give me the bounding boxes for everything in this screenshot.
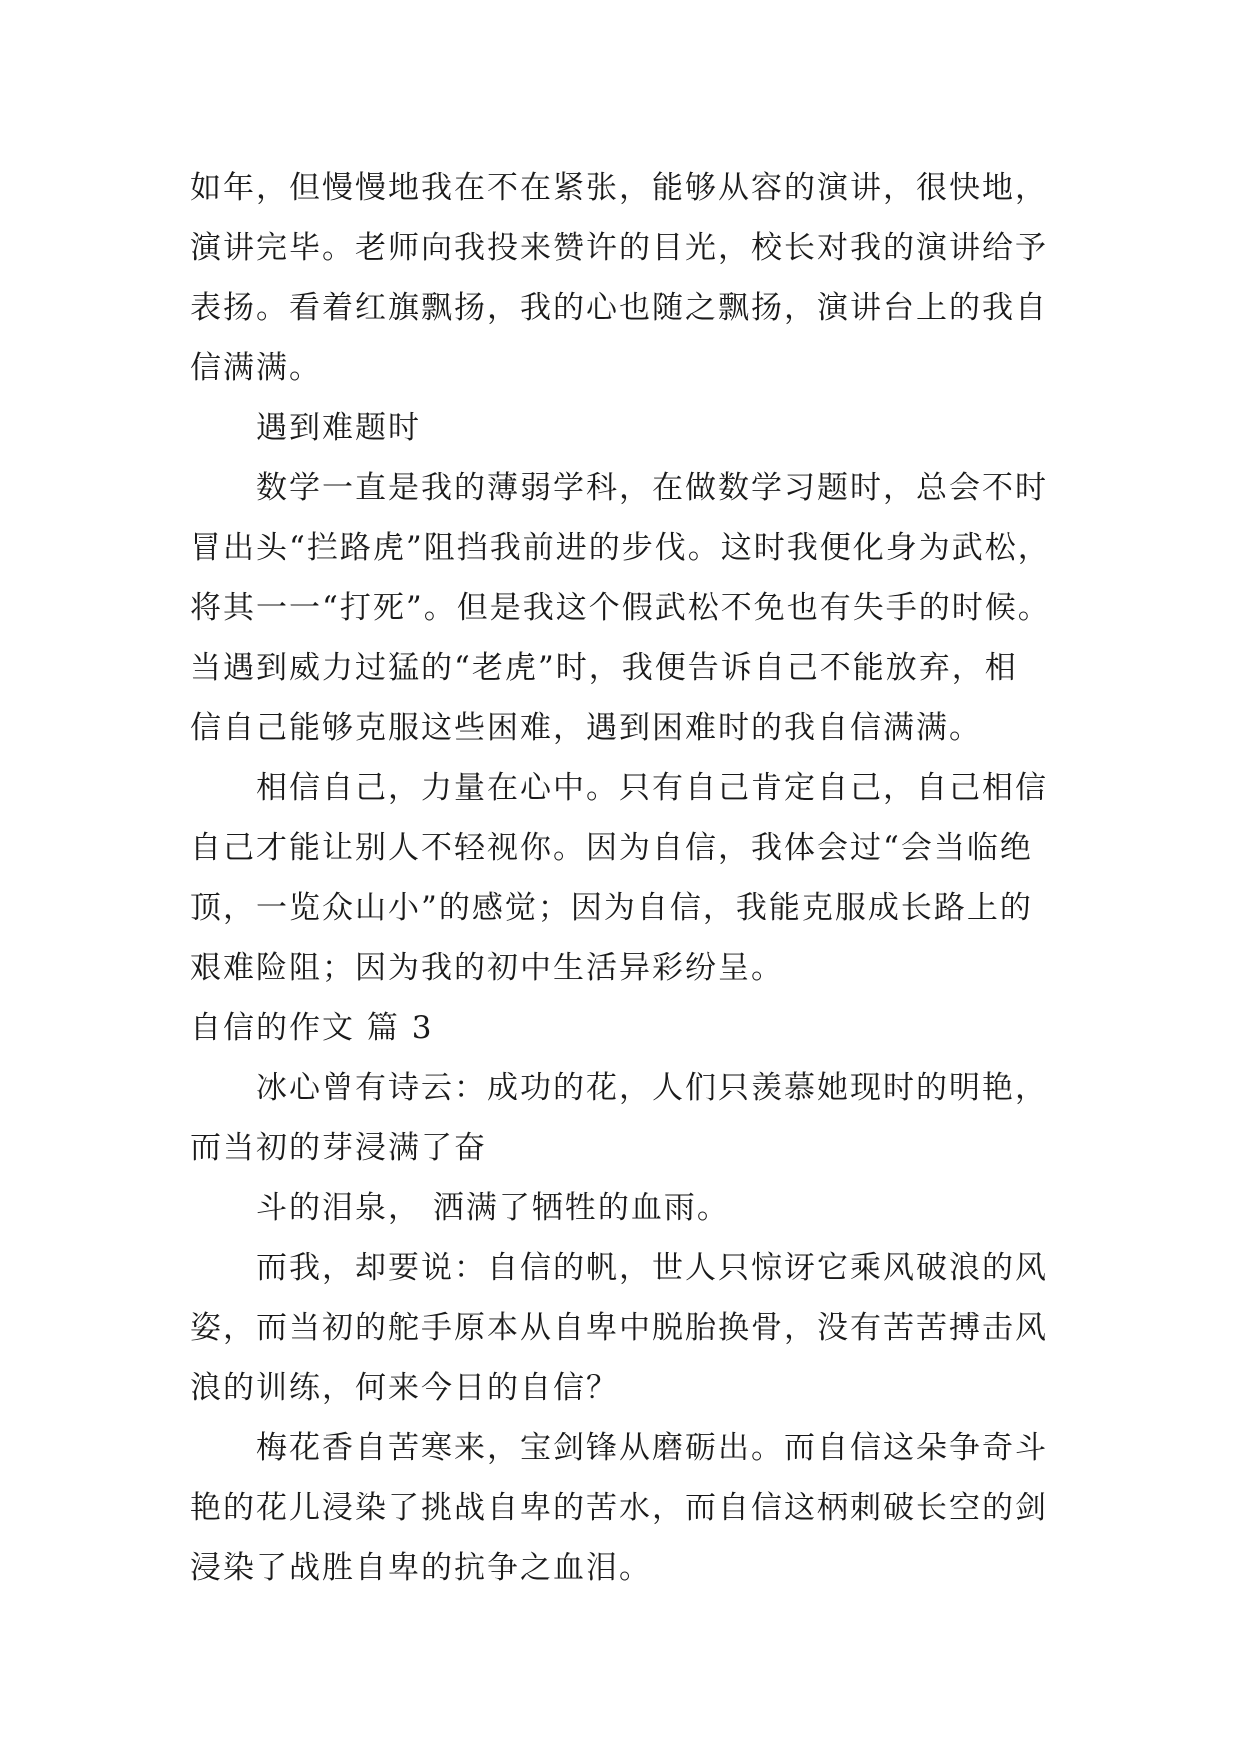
text-line: 浸染了战胜自卑的抗争之血泪。 bbox=[190, 1550, 652, 1586]
text-line: 信满满。 bbox=[190, 350, 322, 386]
text-line: 表扬。看着红旗飘扬，我的心也随之飘扬，演讲台上的我自 bbox=[190, 290, 1048, 326]
text-line: 而当初的芽浸满了奋 bbox=[190, 1130, 487, 1166]
text-line: 而我，却要说：自信的帆，世人只惊讶它乘风破浪的风 bbox=[256, 1250, 1048, 1286]
text-line: 姿，而当初的舵手原本从自卑中脱胎换骨，没有苦苦搏击风 bbox=[190, 1310, 1048, 1346]
text-line: 艰难险阻；因为我的初中生活异彩纷呈。 bbox=[190, 950, 784, 986]
text-line: 相信自己，力量在心中。只有自己肯定自己，自己相信 bbox=[256, 770, 1048, 806]
text-line: 浪的训练，何来今日的自信？ bbox=[190, 1370, 619, 1406]
text-line: 如年，但慢慢地我在不在紧张，能够从容的演讲，很快地， bbox=[190, 170, 1048, 206]
text-line: 数学一直是我的薄弱学科，在做数学习题时，总会不时 bbox=[256, 470, 1048, 506]
text-line: 自己才能让别人不轻视你。因为自信，我体会过“会当临绝 bbox=[190, 830, 1033, 866]
text-line: 艳的花儿浸染了挑战自卑的苦水，而自信这柄刺破长空的剑 bbox=[190, 1490, 1048, 1526]
text-line: 冒出头“拦路虎”阻挡我前进的步伐。这时我便化身为武松， bbox=[190, 530, 1051, 566]
text-line: 将其一一“打死”。但是我这个假武松不免也有失手的时候。 bbox=[190, 590, 1051, 626]
text-line: 信自己能够克服这些困难，遇到困难时的我自信满满。 bbox=[190, 710, 982, 746]
text-line: 顶，一览众山小”的感觉；因为自信，我能克服成长路上的 bbox=[190, 890, 1033, 926]
text-line: 冰心曾有诗云：成功的花，人们只羡慕她现时的明艳， bbox=[256, 1070, 1048, 1106]
text-line: 当遇到威力过猛的“老虎”时，我便告诉自己不能放弃，相 bbox=[190, 650, 1018, 686]
text-line: 演讲完毕。老师向我投来赞许的目光，校长对我的演讲给予 bbox=[190, 230, 1048, 266]
text-line: 斗的泪泉， 洒满了牺牲的血雨。 bbox=[256, 1190, 730, 1226]
section-heading: 自信的作文 篇 3 bbox=[190, 1010, 434, 1046]
subheading: 遇到难题时 bbox=[256, 410, 421, 446]
text-line: 梅花香自苦寒来，宝剑锋从磨砺出。而自信这朵争奇斗 bbox=[256, 1430, 1048, 1466]
